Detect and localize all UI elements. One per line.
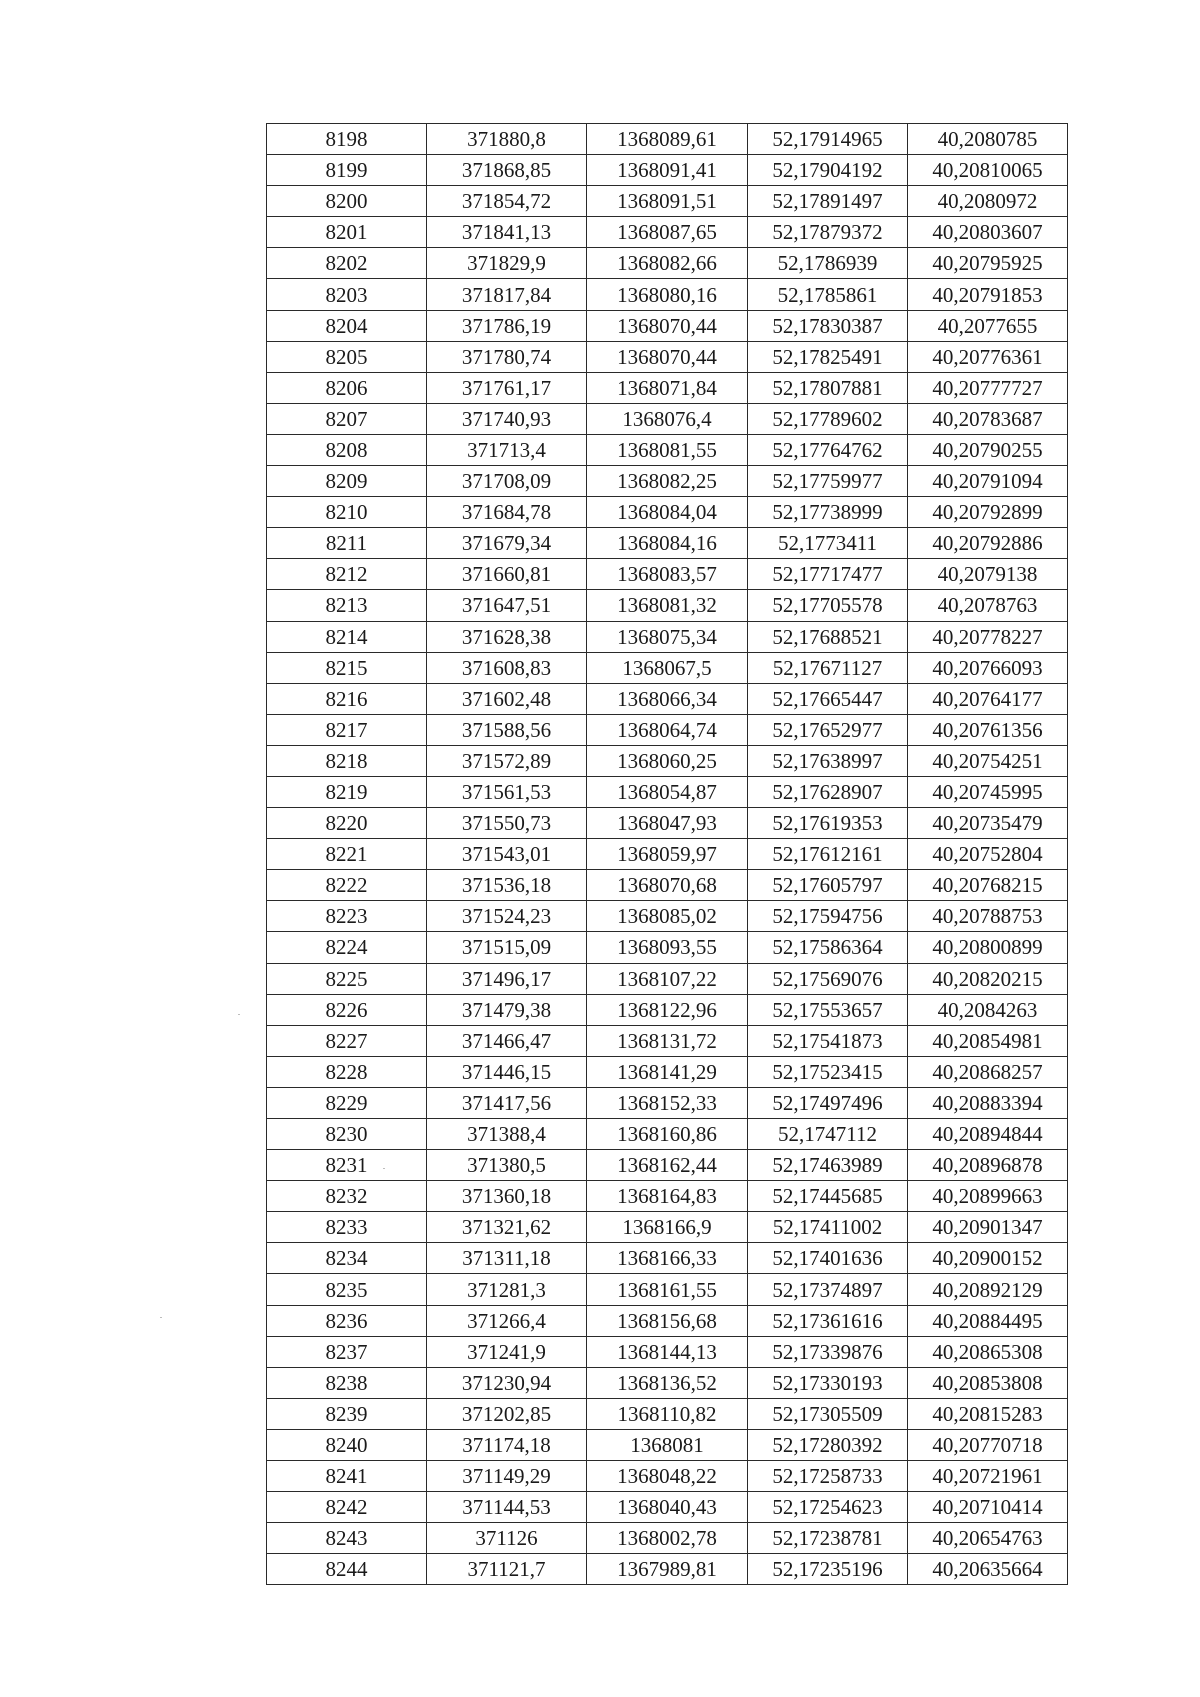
latitude-cell: 52,17904192 <box>748 155 908 186</box>
longitude-cell: 40,20735479 <box>908 808 1068 839</box>
table-row <box>267 248 1068 279</box>
y-coordinate-cell: 1368093,55 <box>587 932 748 963</box>
longitude-cell: 40,20900152 <box>908 1243 1068 1274</box>
point-number-cell: 8230 <box>267 1119 427 1150</box>
x-coordinate-cell: 371388,4 <box>427 1119 587 1150</box>
table-row <box>267 1087 1068 1118</box>
point-number-cell: 8220 <box>267 808 427 839</box>
point-number-cell: 8244 <box>267 1554 427 1585</box>
y-coordinate-cell: 1368161,55 <box>587 1274 748 1305</box>
y-coordinate-cell: 1368156,68 <box>587 1305 748 1336</box>
longitude-cell: 40,2078763 <box>908 590 1068 621</box>
y-coordinate-cell: 1368131,72 <box>587 1025 748 1056</box>
table-row <box>267 1181 1068 1212</box>
table-row <box>267 559 1068 590</box>
point-number-cell: 8207 <box>267 403 427 434</box>
x-coordinate-cell: 371380,5 <box>427 1150 587 1181</box>
table-row <box>267 870 1068 901</box>
x-coordinate-cell: 371121,7 <box>427 1554 587 1585</box>
point-number-cell: 8231 <box>267 1150 427 1181</box>
y-coordinate-cell: 1368070,44 <box>587 310 748 341</box>
table-row <box>267 1056 1068 1087</box>
table-row <box>267 1367 1068 1398</box>
latitude-cell: 52,17914965 <box>748 124 908 155</box>
point-number-cell: 8222 <box>267 870 427 901</box>
latitude-cell: 52,17497496 <box>748 1087 908 1118</box>
longitude-cell: 40,20788753 <box>908 901 1068 932</box>
point-number-cell: 8241 <box>267 1461 427 1492</box>
x-coordinate-cell: 371708,09 <box>427 466 587 497</box>
point-number-cell: 8227 <box>267 1025 427 1056</box>
point-number-cell: 8236 <box>267 1305 427 1336</box>
point-number-cell: 8237 <box>267 1336 427 1367</box>
point-number-cell: 8215 <box>267 652 427 683</box>
latitude-cell: 52,17825491 <box>748 341 908 372</box>
longitude-cell: 40,20901347 <box>908 1212 1068 1243</box>
y-coordinate-cell: 1368081,55 <box>587 434 748 465</box>
x-coordinate-cell: 371608,83 <box>427 652 587 683</box>
y-coordinate-cell: 1368141,29 <box>587 1056 748 1087</box>
y-coordinate-cell: 1368162,44 <box>587 1150 748 1181</box>
y-coordinate-cell: 1368089,61 <box>587 124 748 155</box>
table-row <box>267 1398 1068 1429</box>
point-number-cell: 8226 <box>267 994 427 1025</box>
table-row <box>267 434 1068 465</box>
point-number-cell: 8203 <box>267 279 427 310</box>
table-row <box>267 745 1068 776</box>
x-coordinate-cell: 371684,78 <box>427 497 587 528</box>
table-row <box>267 808 1068 839</box>
y-coordinate-cell: 1368060,25 <box>587 745 748 776</box>
y-coordinate-cell: 1368164,83 <box>587 1181 748 1212</box>
latitude-cell: 52,17688521 <box>748 621 908 652</box>
latitude-cell: 52,17612161 <box>748 839 908 870</box>
x-coordinate-cell: 371281,3 <box>427 1274 587 1305</box>
longitude-cell: 40,20783687 <box>908 403 1068 434</box>
latitude-cell: 52,17258733 <box>748 1461 908 1492</box>
table-row <box>267 901 1068 932</box>
longitude-cell: 40,20635664 <box>908 1554 1068 1585</box>
latitude-cell: 52,17374897 <box>748 1274 908 1305</box>
x-coordinate-cell: 371817,84 <box>427 279 587 310</box>
x-coordinate-cell: 371602,48 <box>427 683 587 714</box>
point-number-cell: 8235 <box>267 1274 427 1305</box>
latitude-cell: 52,17445685 <box>748 1181 908 1212</box>
y-coordinate-cell: 1368087,65 <box>587 217 748 248</box>
x-coordinate-cell: 371230,94 <box>427 1367 587 1398</box>
x-coordinate-cell: 371572,89 <box>427 745 587 776</box>
point-number-cell: 8204 <box>267 310 427 341</box>
longitude-cell: 40,2084263 <box>908 994 1068 1025</box>
latitude-cell: 52,17280392 <box>748 1429 908 1460</box>
x-coordinate-cell: 371647,51 <box>427 590 587 621</box>
table-row <box>267 776 1068 807</box>
x-coordinate-cell: 371149,29 <box>427 1461 587 1492</box>
point-number-cell: 8224 <box>267 932 427 963</box>
latitude-cell: 52,17238781 <box>748 1523 908 1554</box>
longitude-cell: 40,20792886 <box>908 528 1068 559</box>
y-coordinate-cell: 1368091,41 <box>587 155 748 186</box>
longitude-cell: 40,20868257 <box>908 1056 1068 1087</box>
y-coordinate-cell: 1368070,44 <box>587 341 748 372</box>
coordinates-table <box>266 123 1068 1585</box>
longitude-cell: 40,20654763 <box>908 1523 1068 1554</box>
latitude-cell: 52,17361616 <box>748 1305 908 1336</box>
longitude-cell: 40,20899663 <box>908 1181 1068 1212</box>
point-number-cell: 8219 <box>267 776 427 807</box>
point-number-cell: 8212 <box>267 559 427 590</box>
y-coordinate-cell: 1368107,22 <box>587 963 748 994</box>
latitude-cell: 52,17879372 <box>748 217 908 248</box>
y-coordinate-cell: 1368054,87 <box>587 776 748 807</box>
latitude-cell: 52,17807881 <box>748 372 908 403</box>
y-coordinate-cell: 1368047,93 <box>587 808 748 839</box>
table-row <box>267 403 1068 434</box>
latitude-cell: 52,17586364 <box>748 932 908 963</box>
point-number-cell: 8205 <box>267 341 427 372</box>
y-coordinate-cell: 1368091,51 <box>587 186 748 217</box>
point-number-cell: 8228 <box>267 1056 427 1087</box>
longitude-cell: 40,20776361 <box>908 341 1068 372</box>
latitude-cell: 52,1773411 <box>748 528 908 559</box>
y-coordinate-cell: 1368076,4 <box>587 403 748 434</box>
longitude-cell: 40,20791094 <box>908 466 1068 497</box>
x-coordinate-cell: 371446,15 <box>427 1056 587 1087</box>
x-coordinate-cell: 371786,19 <box>427 310 587 341</box>
y-coordinate-cell: 1368059,97 <box>587 839 748 870</box>
point-number-cell: 8234 <box>267 1243 427 1274</box>
y-coordinate-cell: 1368081,32 <box>587 590 748 621</box>
y-coordinate-cell: 1368160,86 <box>587 1119 748 1150</box>
point-number-cell: 8233 <box>267 1212 427 1243</box>
table-row <box>267 590 1068 621</box>
y-coordinate-cell: 1368144,13 <box>587 1336 748 1367</box>
coordinates-table-body <box>267 124 1068 1585</box>
y-coordinate-cell: 1368084,16 <box>587 528 748 559</box>
table-row <box>267 1305 1068 1336</box>
table-row <box>267 186 1068 217</box>
latitude-cell: 52,17891497 <box>748 186 908 217</box>
y-coordinate-cell: 1367989,81 <box>587 1554 748 1585</box>
table-row <box>267 714 1068 745</box>
x-coordinate-cell: 371628,38 <box>427 621 587 652</box>
longitude-cell: 40,20778227 <box>908 621 1068 652</box>
point-number-cell: 8201 <box>267 217 427 248</box>
point-number-cell: 8213 <box>267 590 427 621</box>
longitude-cell: 40,20754251 <box>908 745 1068 776</box>
x-coordinate-cell: 371561,53 <box>427 776 587 807</box>
table-row <box>267 652 1068 683</box>
table-row <box>267 932 1068 963</box>
y-coordinate-cell: 1368066,34 <box>587 683 748 714</box>
latitude-cell: 52,17619353 <box>748 808 908 839</box>
table-row <box>267 155 1068 186</box>
longitude-cell: 40,20892129 <box>908 1274 1068 1305</box>
table-row <box>267 528 1068 559</box>
table-row <box>267 1274 1068 1305</box>
point-number-cell: 8198 <box>267 124 427 155</box>
latitude-cell: 52,17235196 <box>748 1554 908 1585</box>
table-row <box>267 1150 1068 1181</box>
table-row <box>267 1119 1068 1150</box>
point-number-cell: 8214 <box>267 621 427 652</box>
longitude-cell: 40,20884495 <box>908 1305 1068 1336</box>
point-number-cell: 8242 <box>267 1492 427 1523</box>
x-coordinate-cell: 371868,85 <box>427 155 587 186</box>
longitude-cell: 40,20752804 <box>908 839 1068 870</box>
y-coordinate-cell: 1368083,57 <box>587 559 748 590</box>
point-number-cell: 8218 <box>267 745 427 776</box>
latitude-cell: 52,17401636 <box>748 1243 908 1274</box>
longitude-cell: 40,20820215 <box>908 963 1068 994</box>
table-row <box>267 466 1068 497</box>
latitude-cell: 52,17523415 <box>748 1056 908 1087</box>
longitude-cell: 40,20721961 <box>908 1461 1068 1492</box>
point-number-cell: 8200 <box>267 186 427 217</box>
y-coordinate-cell: 1368075,34 <box>587 621 748 652</box>
longitude-cell: 40,20853808 <box>908 1367 1068 1398</box>
x-coordinate-cell: 371126 <box>427 1523 587 1554</box>
point-number-cell: 8232 <box>267 1181 427 1212</box>
latitude-cell: 52,17339876 <box>748 1336 908 1367</box>
x-coordinate-cell: 371550,73 <box>427 808 587 839</box>
longitude-cell: 40,20815283 <box>908 1398 1068 1429</box>
point-number-cell: 8202 <box>267 248 427 279</box>
longitude-cell: 40,20745995 <box>908 776 1068 807</box>
latitude-cell: 52,17594756 <box>748 901 908 932</box>
longitude-cell: 40,20790255 <box>908 434 1068 465</box>
x-coordinate-cell: 371524,23 <box>427 901 587 932</box>
x-coordinate-cell: 371761,17 <box>427 372 587 403</box>
x-coordinate-cell: 371321,62 <box>427 1212 587 1243</box>
table-row <box>267 683 1068 714</box>
x-coordinate-cell: 371311,18 <box>427 1243 587 1274</box>
x-coordinate-cell: 371679,34 <box>427 528 587 559</box>
x-coordinate-cell: 371588,56 <box>427 714 587 745</box>
y-coordinate-cell: 1368084,04 <box>587 497 748 528</box>
latitude-cell: 52,17541873 <box>748 1025 908 1056</box>
table-row <box>267 372 1068 403</box>
x-coordinate-cell: 371174,18 <box>427 1429 587 1460</box>
y-coordinate-cell: 1368110,82 <box>587 1398 748 1429</box>
point-number-cell: 8210 <box>267 497 427 528</box>
x-coordinate-cell: 371417,56 <box>427 1087 587 1118</box>
longitude-cell: 40,20710414 <box>908 1492 1068 1523</box>
latitude-cell: 52,17830387 <box>748 310 908 341</box>
scan-speck <box>383 1168 385 1169</box>
longitude-cell: 40,20894844 <box>908 1119 1068 1150</box>
latitude-cell: 52,17665447 <box>748 683 908 714</box>
latitude-cell: 52,1786939 <box>748 248 908 279</box>
y-coordinate-cell: 1368070,68 <box>587 870 748 901</box>
table-row <box>267 1243 1068 1274</box>
y-coordinate-cell: 1368136,52 <box>587 1367 748 1398</box>
latitude-cell: 52,1785861 <box>748 279 908 310</box>
latitude-cell: 52,17305509 <box>748 1398 908 1429</box>
latitude-cell: 52,17330193 <box>748 1367 908 1398</box>
point-number-cell: 8223 <box>267 901 427 932</box>
x-coordinate-cell: 371202,85 <box>427 1398 587 1429</box>
y-coordinate-cell: 1368152,33 <box>587 1087 748 1118</box>
y-coordinate-cell: 1368166,9 <box>587 1212 748 1243</box>
x-coordinate-cell: 371841,13 <box>427 217 587 248</box>
y-coordinate-cell: 1368085,02 <box>587 901 748 932</box>
latitude-cell: 52,17717477 <box>748 559 908 590</box>
x-coordinate-cell: 371144,53 <box>427 1492 587 1523</box>
x-coordinate-cell: 371536,18 <box>427 870 587 901</box>
x-coordinate-cell: 371829,9 <box>427 248 587 279</box>
point-number-cell: 8217 <box>267 714 427 745</box>
longitude-cell: 40,20865308 <box>908 1336 1068 1367</box>
latitude-cell: 52,17463989 <box>748 1150 908 1181</box>
longitude-cell: 40,20800899 <box>908 932 1068 963</box>
latitude-cell: 52,1747112 <box>748 1119 908 1150</box>
latitude-cell: 52,17652977 <box>748 714 908 745</box>
y-coordinate-cell: 1368064,74 <box>587 714 748 745</box>
table-row <box>267 1429 1068 1460</box>
latitude-cell: 52,17553657 <box>748 994 908 1025</box>
x-coordinate-cell: 371266,4 <box>427 1305 587 1336</box>
latitude-cell: 52,17254623 <box>748 1492 908 1523</box>
table-row <box>267 1212 1068 1243</box>
longitude-cell: 40,20764177 <box>908 683 1068 714</box>
point-number-cell: 8238 <box>267 1367 427 1398</box>
y-coordinate-cell: 1368122,96 <box>587 994 748 1025</box>
point-number-cell: 8216 <box>267 683 427 714</box>
latitude-cell: 52,17605797 <box>748 870 908 901</box>
table-row <box>267 279 1068 310</box>
x-coordinate-cell: 371713,4 <box>427 434 587 465</box>
table-row <box>267 1025 1068 1056</box>
longitude-cell: 40,20883394 <box>908 1087 1068 1118</box>
table-row <box>267 124 1068 155</box>
table-row <box>267 1461 1068 1492</box>
latitude-cell: 52,17628907 <box>748 776 908 807</box>
latitude-cell: 52,17411002 <box>748 1212 908 1243</box>
x-coordinate-cell: 371241,9 <box>427 1336 587 1367</box>
table-row <box>267 963 1068 994</box>
longitude-cell: 40,20770718 <box>908 1429 1068 1460</box>
point-number-cell: 8240 <box>267 1429 427 1460</box>
point-number-cell: 8211 <box>267 528 427 559</box>
table-row <box>267 621 1068 652</box>
latitude-cell: 52,17569076 <box>748 963 908 994</box>
latitude-cell: 52,17638997 <box>748 745 908 776</box>
x-coordinate-cell: 371496,17 <box>427 963 587 994</box>
x-coordinate-cell: 371780,74 <box>427 341 587 372</box>
table-row <box>267 1523 1068 1554</box>
y-coordinate-cell: 1368082,66 <box>587 248 748 279</box>
point-number-cell: 8209 <box>267 466 427 497</box>
point-number-cell: 8199 <box>267 155 427 186</box>
x-coordinate-cell: 371360,18 <box>427 1181 587 1212</box>
longitude-cell: 40,20768215 <box>908 870 1068 901</box>
table-row <box>267 341 1068 372</box>
longitude-cell: 40,20896878 <box>908 1150 1068 1181</box>
y-coordinate-cell: 1368080,16 <box>587 279 748 310</box>
x-coordinate-cell: 371479,38 <box>427 994 587 1025</box>
longitude-cell: 40,2080785 <box>908 124 1068 155</box>
latitude-cell: 52,17759977 <box>748 466 908 497</box>
point-number-cell: 8221 <box>267 839 427 870</box>
table-row <box>267 497 1068 528</box>
point-number-cell: 8239 <box>267 1398 427 1429</box>
longitude-cell: 40,20810065 <box>908 155 1068 186</box>
longitude-cell: 40,20766093 <box>908 652 1068 683</box>
longitude-cell: 40,2077655 <box>908 310 1068 341</box>
longitude-cell: 40,2079138 <box>908 559 1068 590</box>
point-number-cell: 8206 <box>267 372 427 403</box>
x-coordinate-cell: 371660,81 <box>427 559 587 590</box>
scan-speck <box>238 1014 240 1015</box>
latitude-cell: 52,17705578 <box>748 590 908 621</box>
table-row <box>267 1336 1068 1367</box>
point-number-cell: 8243 <box>267 1523 427 1554</box>
scan-speck <box>160 1317 162 1318</box>
table-row <box>267 310 1068 341</box>
x-coordinate-cell: 371515,09 <box>427 932 587 963</box>
y-coordinate-cell: 1368082,25 <box>587 466 748 497</box>
y-coordinate-cell: 1368048,22 <box>587 1461 748 1492</box>
point-number-cell: 8225 <box>267 963 427 994</box>
table-row <box>267 1492 1068 1523</box>
point-number-cell: 8229 <box>267 1087 427 1118</box>
longitude-cell: 40,20777727 <box>908 372 1068 403</box>
x-coordinate-cell: 371854,72 <box>427 186 587 217</box>
table-row <box>267 1554 1068 1585</box>
longitude-cell: 40,20803607 <box>908 217 1068 248</box>
table-row <box>267 994 1068 1025</box>
x-coordinate-cell: 371466,47 <box>427 1025 587 1056</box>
y-coordinate-cell: 1368040,43 <box>587 1492 748 1523</box>
latitude-cell: 52,17764762 <box>748 434 908 465</box>
y-coordinate-cell: 1368081 <box>587 1429 748 1460</box>
y-coordinate-cell: 1368071,84 <box>587 372 748 403</box>
latitude-cell: 52,17789602 <box>748 403 908 434</box>
longitude-cell: 40,20795925 <box>908 248 1068 279</box>
latitude-cell: 52,17738999 <box>748 497 908 528</box>
x-coordinate-cell: 371543,01 <box>427 839 587 870</box>
longitude-cell: 40,20854981 <box>908 1025 1068 1056</box>
longitude-cell: 40,2080972 <box>908 186 1068 217</box>
longitude-cell: 40,20761356 <box>908 714 1068 745</box>
point-number-cell: 8208 <box>267 434 427 465</box>
table-row <box>267 217 1068 248</box>
longitude-cell: 40,20791853 <box>908 279 1068 310</box>
y-coordinate-cell: 1368067,5 <box>587 652 748 683</box>
x-coordinate-cell: 371880,8 <box>427 124 587 155</box>
longitude-cell: 40,20792899 <box>908 497 1068 528</box>
y-coordinate-cell: 1368166,33 <box>587 1243 748 1274</box>
x-coordinate-cell: 371740,93 <box>427 403 587 434</box>
latitude-cell: 52,17671127 <box>748 652 908 683</box>
y-coordinate-cell: 1368002,78 <box>587 1523 748 1554</box>
table-row <box>267 839 1068 870</box>
